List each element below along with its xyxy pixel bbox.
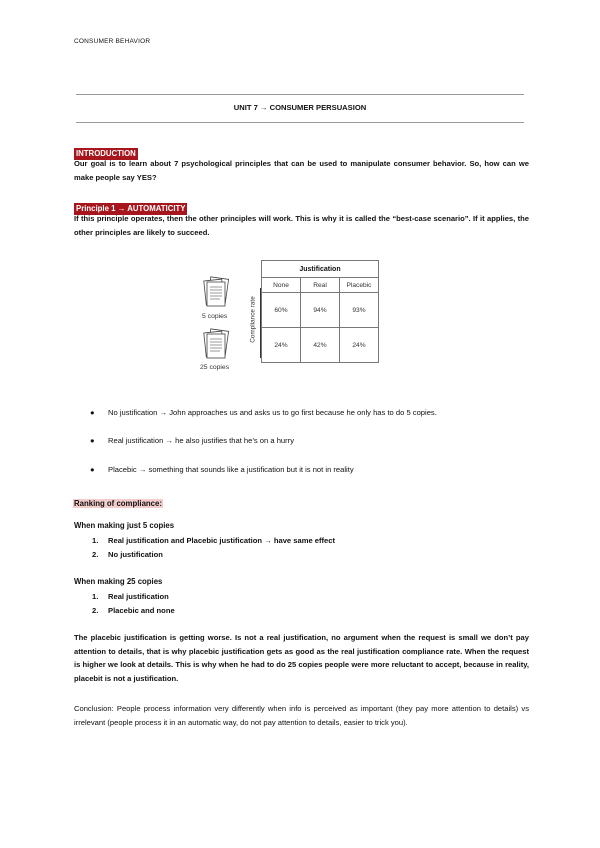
principle1-heading: Principle 1 → AUTOMATICITY [76, 204, 186, 213]
bullet-dot: ● [90, 436, 95, 445]
col-header-none: None [262, 278, 301, 293]
bullet-dot: ● [90, 465, 95, 474]
list-item-text: Real justification [108, 592, 169, 601]
conclusion-paragraph [74, 702, 529, 729]
bullet-text: No justification → John approaches us and asks us to go first because he only has to do 5 copies. [108, 408, 437, 417]
list-item: 1. Real justification and Placebic justification → have same effect [92, 536, 336, 545]
ranking-group-title: When making 25 copies [74, 577, 163, 586]
list-item: 1. Real justification [92, 592, 169, 601]
ranking-group-title: When making just 5 copies [74, 521, 175, 530]
col-header-real: Real [301, 278, 340, 293]
principle1-text: If this principle operates, then the other principles will work. This is why it is called the “best-case scenario”. If it applies, the other principles are likely to succeed. [74, 214, 529, 237]
table-cell: 93% [340, 293, 379, 328]
compliance-figure [200, 258, 380, 378]
document-stack-icon [200, 276, 234, 310]
bullet-text: Real justification → he also justifies that he’s on a hurry [108, 436, 295, 445]
bullet-item [90, 465, 354, 474]
conclusion-text: Conclusion: People process information very differently when info is perceived as important (they pay more attention to details) vs irrelevant (people process it in an automatic way, do not pay attention to details, easier to trick you). [74, 704, 529, 727]
intro-text: Our goal is to learn about 7 psychological principles that can be used to manipulate consumer behavior. So, how can we make people say YES? [74, 159, 529, 182]
intro-paragraph [74, 157, 529, 184]
bullet-dot: ● [90, 408, 95, 417]
table-cell: 94% [301, 293, 340, 328]
justification-header: Justification [262, 261, 379, 278]
unit-title: UNIT 7 → CONSUMER PERSUASION [233, 103, 367, 112]
ranking-list [92, 590, 175, 618]
compliance-rate-label: Compliance rate [249, 296, 257, 343]
bullet-text: Placebic → something that sounds like a justification but it is not in reality [108, 465, 354, 474]
explanation-paragraph [74, 631, 529, 685]
list-item-text: Real justification and Placebic justification → have same effect [108, 536, 336, 545]
intro-heading: INTRODUCTION [76, 149, 136, 158]
col-header-placebic: Placebic [340, 278, 379, 293]
table-cell: 42% [301, 328, 340, 363]
table-cell: 24% [262, 328, 301, 363]
top-rule [76, 94, 524, 95]
list-item-text: No justification [108, 550, 163, 559]
ranking-list [92, 534, 335, 562]
compliance-axis [246, 288, 261, 358]
list-item: 2. No justification [92, 550, 163, 559]
explanation-text: The placebic justification is getting worse. Is not a real justification, no argument when the request is small we don’t pay attention to details, that is why placebic justification gets as good as the real justification compliance rate. When the request is higher we look at details. This is why when he had to do 25 copies people were more reluctant to accept, because in reality, placebit is not a justification. [74, 633, 529, 683]
ranking-heading: Ranking of compliance: [74, 499, 162, 508]
row-label-5-copies: 5 copies [202, 313, 228, 320]
bottom-rule [76, 122, 524, 123]
document-stack-icon [200, 328, 234, 362]
bullet-item [90, 436, 294, 445]
principle1-paragraph [74, 212, 529, 239]
running-header: CONSUMER BEHAVIOR [74, 38, 151, 45]
ranking-section [73, 493, 163, 511]
table-cell: 24% [340, 328, 379, 363]
table-cell: 60% [262, 293, 301, 328]
list-item: 2. Placebic and none [92, 606, 175, 615]
list-item-text: Placebic and none [108, 606, 175, 615]
bullet-item [90, 408, 437, 417]
row-label-25-copies: 25 copies [200, 364, 230, 371]
compliance-table [261, 260, 379, 363]
